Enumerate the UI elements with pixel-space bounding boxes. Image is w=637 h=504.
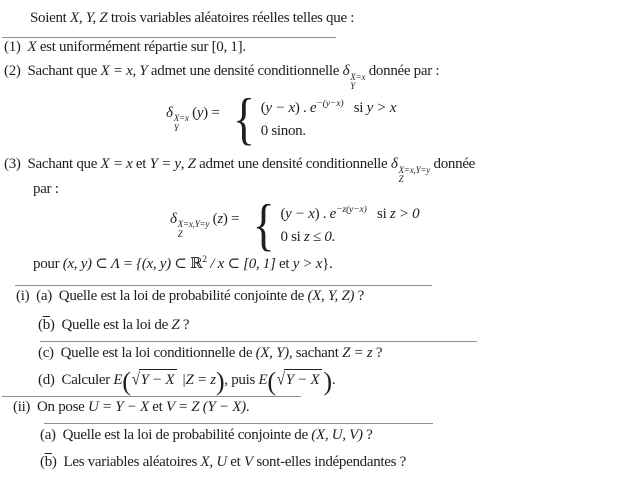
- question-i-b: [38, 316, 189, 335]
- case-row: [280, 204, 419, 223]
- segment: ): [323, 366, 332, 396]
- cases-brace: {: [232, 86, 255, 151]
- segment: Z = z: [342, 345, 373, 361]
- segment: (X, Y, Z): [307, 288, 355, 304]
- segment: Soient: [30, 10, 70, 26]
- segment: δ: [390, 156, 398, 172]
- segment: est uniformément répartie sur: [36, 39, 212, 55]
- segment: 2: [202, 254, 207, 265]
- segment: $\overline{b}$: [44, 454, 52, 470]
- question-i-a: [16, 287, 364, 306]
- formula-lhs: [166, 105, 223, 133]
- segment: admet une densité conditionnelle: [147, 63, 343, 79]
- item-1-line: [4, 38, 246, 57]
- scan-artifact-line: [15, 285, 432, 286]
- segment: V: [244, 454, 253, 470]
- segment: X: [27, 39, 37, 55]
- segment: z > 0: [389, 205, 420, 222]
- segment: ℝ: [190, 255, 203, 272]
- case-row: [261, 98, 396, 117]
- segment: par :: [33, 181, 59, 197]
- segment: y > x: [366, 99, 397, 116]
- segment: .: [245, 399, 250, 415]
- intro-line: [30, 9, 354, 28]
- item-2-line: [4, 62, 439, 91]
- segment: (: [122, 366, 131, 396]
- cases: [280, 204, 419, 246]
- segment: pour: [33, 255, 63, 272]
- segment: (: [280, 205, 286, 222]
- segment: E: [258, 372, 268, 388]
- segment: (ii) On pose: [13, 399, 88, 415]
- cases: [261, 98, 396, 140]
- segment: / x ⊂ [0, 1]: [206, 255, 279, 272]
- segment: (: [260, 99, 266, 116]
- segment: $\overline{b}$: [42, 317, 50, 333]
- segment: , sachant: [288, 345, 343, 361]
- segment: (3) Sachant que: [4, 156, 101, 172]
- segment: −(y−x): [316, 98, 344, 110]
- segment: δ: [342, 63, 350, 79]
- segment: y − x: [285, 205, 315, 222]
- segment: }.: [322, 255, 333, 272]
- segment: et: [132, 156, 150, 172]
- segment: donnée par :: [365, 63, 440, 79]
- scan-artifact-line: [44, 423, 433, 424]
- segment: (x, y) ⊂ Λ = {(x, y) ⊂: [62, 255, 191, 272]
- segment: (X, U, V): [311, 427, 363, 443]
- segment: Y: [139, 63, 148, 79]
- segment: V = Z (Y − X): [165, 399, 246, 415]
- segment: X, Y, Z: [70, 10, 108, 26]
- question-ii-b: [40, 453, 406, 472]
- segment: U: [216, 454, 227, 470]
- segment: admet une densité conditionnelle: [195, 156, 391, 172]
- case-row: [280, 229, 419, 246]
- question-i-c: [38, 344, 382, 363]
- segment: sont-elles indépendantes ?: [252, 454, 406, 470]
- segment: X: [200, 454, 210, 470]
- segment: z: [217, 210, 223, 227]
- segment: ,: [180, 156, 188, 172]
- segment: (d) Calculer: [38, 372, 114, 388]
- segment: et: [226, 454, 244, 470]
- segment: X=x Y: [350, 71, 366, 91]
- segment: 0 sinon.: [260, 122, 306, 139]
- segment: U = Y − X: [87, 399, 149, 415]
- segment: ) Les variables aléatoires: [51, 454, 201, 470]
- segment: (: [40, 454, 45, 470]
- segment: z ≤ 0: [303, 228, 332, 245]
- segment: ) =: [203, 104, 223, 121]
- segment: ): [215, 366, 225, 396]
- segment: (X, Y): [255, 345, 289, 361]
- scan-artifact-line: [2, 396, 301, 397]
- segment: ,: [209, 454, 217, 470]
- segment: (: [38, 317, 43, 333]
- segment: (: [209, 210, 218, 227]
- segment: |Z = z: [178, 372, 216, 388]
- segment: .: [331, 372, 336, 388]
- segment: E: [113, 372, 123, 388]
- segment: ?: [362, 427, 373, 443]
- segment: donnée: [430, 156, 476, 172]
- segment: .: [331, 228, 335, 245]
- segment: Z: [187, 156, 196, 172]
- segment: (i) (a) Quelle est la loi de probabilité conjointe de: [16, 288, 308, 304]
- segment: X = x: [100, 156, 133, 172]
- cases-brace: {: [252, 192, 275, 257]
- formula-density-y: [166, 88, 396, 150]
- question-ii-a: [40, 426, 373, 445]
- segment: √ Y − X: [277, 369, 323, 390]
- item-3-line-2: [33, 180, 59, 199]
- segment: .: [242, 39, 246, 55]
- segment: ?: [354, 288, 365, 304]
- segment: (: [188, 104, 197, 121]
- segment: e: [329, 205, 336, 222]
- segment: et: [148, 399, 166, 415]
- segment: X = x: [100, 63, 133, 79]
- segment: ) .: [314, 205, 330, 222]
- question-ii: [13, 398, 249, 417]
- domain-line: [33, 254, 333, 274]
- segment: X=x,Y=y Z: [177, 219, 210, 239]
- segment: 0 si: [280, 228, 304, 245]
- segment: δ: [166, 104, 173, 121]
- segment: si: [366, 205, 390, 222]
- formula-density-z: [170, 192, 420, 257]
- segment: y: [196, 104, 204, 121]
- segment: ,: [132, 63, 140, 79]
- segment: et: [279, 255, 293, 272]
- segment: , puis: [224, 372, 259, 388]
- item-3-line-1: [4, 155, 475, 184]
- segment: δ: [170, 210, 177, 227]
- segment: (c) Quelle est la loi conditionnelle de: [38, 345, 256, 361]
- segment: −z(y−x): [336, 204, 367, 216]
- case-row: [261, 123, 396, 140]
- segment: Z: [171, 317, 180, 333]
- segment: ?: [372, 345, 383, 361]
- segment: y > x: [292, 255, 323, 272]
- segment: ) .: [294, 99, 310, 116]
- segment: ?: [179, 317, 190, 333]
- segment: (a) Quelle est la loi de probabilité conjointe de: [40, 427, 312, 443]
- segment: trois variables aléatoires réelles telles que :: [107, 10, 355, 26]
- segment: [0, 1]: [211, 39, 243, 55]
- segment: √ Y − X: [132, 369, 178, 390]
- segment: Y = y: [149, 156, 181, 172]
- segment: (2) Sachant que: [4, 63, 101, 79]
- scan-artifact-line: [40, 341, 477, 342]
- segment: X=x Y: [173, 113, 189, 133]
- formula-lhs: [170, 211, 243, 239]
- segment: (: [267, 366, 276, 396]
- segment: e: [309, 99, 317, 116]
- segment: X=x,Y=y Z: [398, 164, 431, 184]
- segment: si: [343, 99, 367, 116]
- segment: (1): [4, 39, 28, 55]
- segment: ) =: [222, 210, 243, 227]
- segment: y − x: [265, 99, 295, 116]
- segment: ) Quelle est la loi de: [49, 317, 172, 333]
- question-i-d: [38, 366, 336, 396]
